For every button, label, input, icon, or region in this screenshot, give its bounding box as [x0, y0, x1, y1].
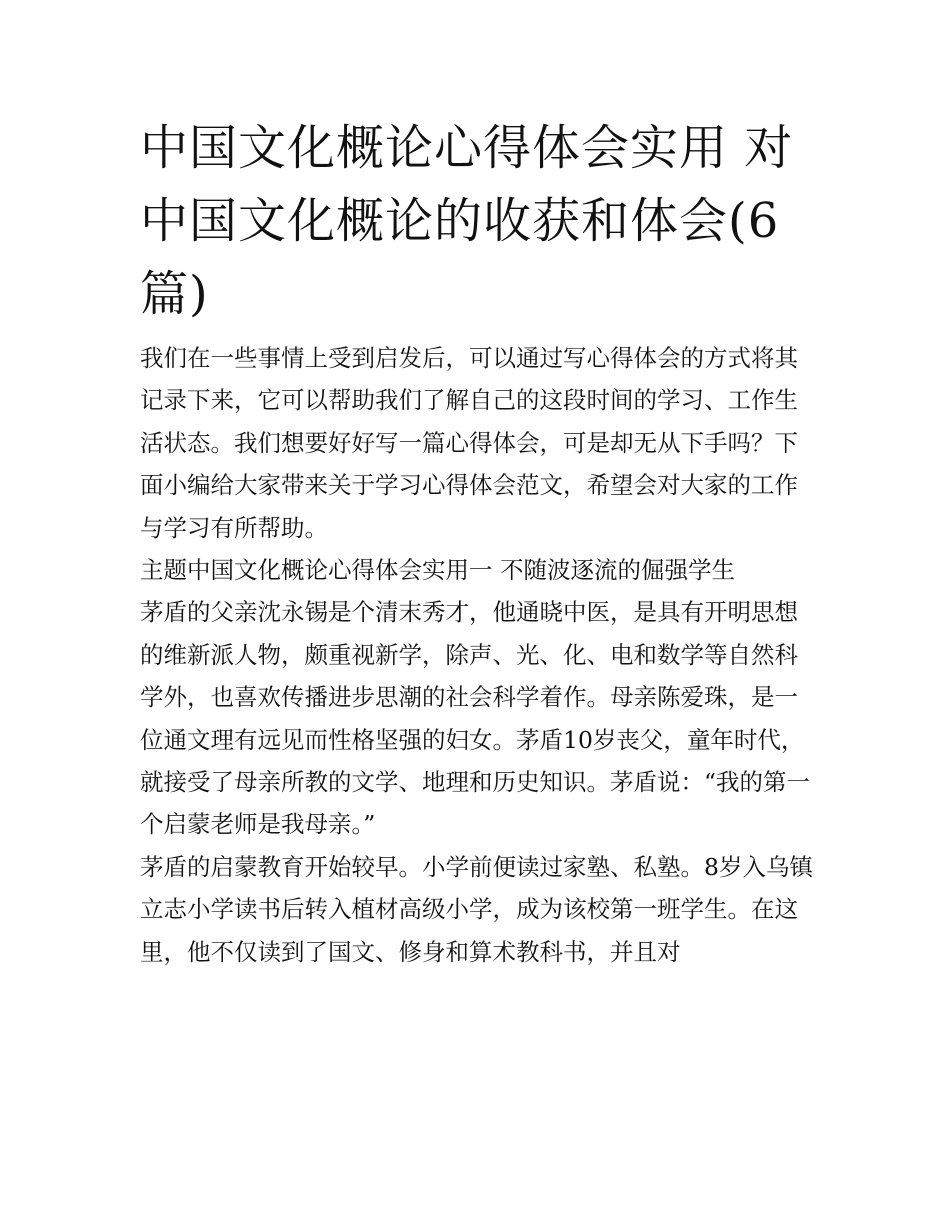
document-title: 中国文化概论心得体会实用 对中国文化概论的收获和体会(6篇) — [140, 120, 794, 322]
intro-paragraph: 我们在一些事情上受到启发后，可以通过写心得体会的方式将其记录下来，它可以帮助我们了解自己的这段时间的学习、工作生活状态。我们想要好好写一篇心得体会，可是却无从下手吗？下面小编给大家带来关于学习心得体会范文，希望会对大家的工作与学习有所帮助。 — [140, 344, 798, 542]
section-heading: 主题中国文化概论心得体会实用一 不随波逐流的倔强学生 — [140, 556, 735, 585]
body-paragraph: 茅盾的父亲沈永锡是个清末秀才，他通晓中医，是具有开明思想的维新派人物，颇重视新学，除声、光、化、电和数学等自然科学外，也喜欢传播进步思潮的社会科学着作。母亲陈爱珠，是一位通文理有远见而性格坚强的妇女。茅盾10岁丧父，童年时代，就接受了母亲所教的文学、地理和历史知识。茅盾说：“我的第一个启蒙老师是我母亲。” — [140, 598, 811, 839]
body-paragraph: 茅盾的启蒙教育开始较早。小学前便读过家塾、私塾。8岁入乌镇立志小学读书后转入植材高级小学，成为该校第一班学生。在这里，他不仅读到了国文、修身和算术教科书，并且对 — [140, 852, 813, 966]
document-page — [140, 112, 815, 973]
